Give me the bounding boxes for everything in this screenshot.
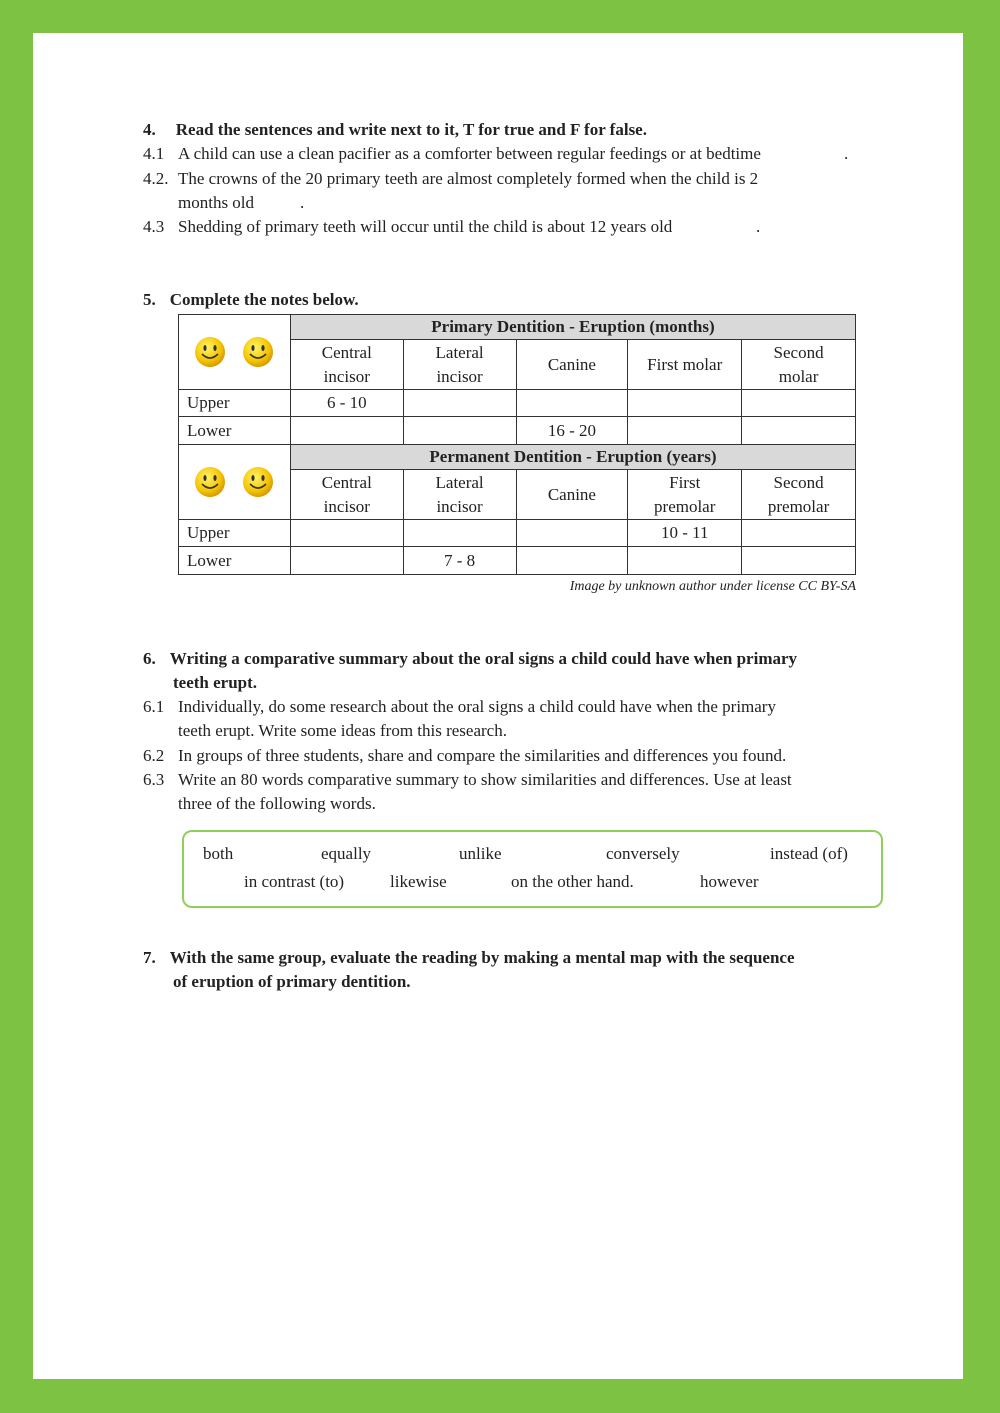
table-row <box>179 417 856 445</box>
word-bank-word: equally <box>321 844 372 863</box>
answer-cell[interactable] <box>403 417 516 445</box>
answer-cell[interactable] <box>516 547 628 575</box>
q6-item-1-text: Individually, do some research about the oral signs a child could have when the primary <box>178 697 776 716</box>
q6-heading <box>143 647 797 671</box>
primary-col-central-incisor: Central incisor <box>290 340 403 390</box>
q6-item-3-text: Write an 80 words comparative summary to show similarities and differences. Use at least <box>178 770 792 789</box>
smiley-icon <box>241 335 275 369</box>
q4-title: Read the sentences and write next to it, T for true and F for false. <box>175 120 647 139</box>
q6-item-2-text: In groups of three students, share and compare the similarities and differences you found. <box>178 746 787 765</box>
q4-number: 4. <box>143 120 156 139</box>
answer-cell[interactable] <box>290 520 403 547</box>
answer-cell[interactable] <box>628 390 742 417</box>
q6-number: 6. <box>143 649 156 668</box>
permanent-col-first-premolar: First premolar <box>628 470 742 520</box>
answer-cell[interactable] <box>290 417 403 445</box>
answer-cell[interactable] <box>742 547 856 575</box>
q6-title: Writing a comparative summary about the oral signs a child could have when primary <box>169 649 798 668</box>
q4-item-2-text: The crowns of the 20 primary teeth are almost completely formed when the child is 2 <box>178 169 759 188</box>
answer-cell[interactable] <box>742 390 856 417</box>
q4-item-2-answer-end: . <box>300 193 305 212</box>
permanent-col-canine: Canine <box>516 470 628 520</box>
word-bank-word: both <box>203 844 234 863</box>
answer-cell[interactable]: 7 - 8 <box>403 547 516 575</box>
primary-col-first-molar: First molar <box>628 340 742 390</box>
q4-item-2-number: 4.2. <box>143 169 169 188</box>
answer-cell[interactable] <box>742 417 856 445</box>
q6-item-1-text-cont: teeth erupt. Write some ideas from this research. <box>178 721 507 740</box>
primary-col-second-molar: Second molar <box>742 340 856 390</box>
answer-cell[interactable] <box>403 390 516 417</box>
image-credit: Image by unknown author under license CC BY-SA <box>569 579 856 594</box>
q7-title: With the same group, evaluate the reading by making a mental map with the sequence <box>169 948 795 967</box>
answer-cell[interactable] <box>403 520 516 547</box>
q6-item-2-number: 6.2 <box>143 746 165 765</box>
permanent-smiley-cell <box>179 445 291 520</box>
primary-col-canine: Canine <box>516 340 628 390</box>
word-bank-word: however <box>700 872 759 891</box>
primary-header: Primary Dentition - Eruption (months) <box>290 315 855 340</box>
q6-title-cont: teeth erupt. <box>173 673 258 692</box>
answer-cell[interactable]: 16 - 20 <box>516 417 628 445</box>
row-label: Upper <box>179 390 291 417</box>
q6-item-3-text-cont: three of the following words. <box>178 794 376 813</box>
row-label: Upper <box>179 520 291 547</box>
q5-heading <box>143 288 359 312</box>
answer-cell[interactable] <box>742 520 856 547</box>
table-row <box>179 520 856 547</box>
word-bank-word: in contrast (to) <box>244 872 345 891</box>
q4-item-1-answer-end: . <box>844 144 849 163</box>
primary-smiley-cell <box>179 315 291 390</box>
row-label: Lower <box>179 417 291 445</box>
word-bank-word: on the other hand. <box>511 872 634 891</box>
q7-number: 7. <box>143 948 156 967</box>
smiley-icon <box>193 465 227 499</box>
permanent-col-central-incisor: Central incisor <box>290 470 403 520</box>
permanent-col-second-premolar: Second premolar <box>742 470 856 520</box>
answer-cell[interactable] <box>628 417 742 445</box>
answer-cell[interactable] <box>290 547 403 575</box>
word-bank-word: likewise <box>390 872 447 891</box>
row-label: Lower <box>179 547 291 575</box>
primary-col-lateral-incisor: Lateral incisor <box>403 340 516 390</box>
q6-item-3-number: 6.3 <box>143 770 165 789</box>
q7-heading <box>143 946 795 970</box>
table-row <box>179 547 856 575</box>
answer-cell[interactable] <box>628 547 742 575</box>
word-bank-word: instead (of) <box>770 844 848 863</box>
q4-item-1-text: A child can use a clean pacifier as a comforter between regular feedings or at bedtime <box>178 144 761 163</box>
answer-cell[interactable] <box>516 390 628 417</box>
q5-number: 5. <box>143 290 156 309</box>
q4-heading <box>143 118 647 142</box>
smiley-icon <box>193 335 227 369</box>
word-bank-word: unlike <box>459 844 502 863</box>
answer-cell[interactable] <box>516 520 628 547</box>
permanent-header: Permanent Dentition - Eruption (years) <box>290 445 855 470</box>
word-bank-box <box>182 830 883 908</box>
q5-title: Complete the notes below. <box>169 290 359 309</box>
answer-cell[interactable]: 10 - 11 <box>628 520 742 547</box>
q4-item-3-text: Shedding of primary teeth will occur until the child is about 12 years old <box>178 217 673 236</box>
q4-item-3-answer-end: . <box>756 217 761 236</box>
q7-title-cont: of eruption of primary dentition. <box>173 972 411 991</box>
smiley-icon <box>241 465 275 499</box>
word-bank-word: conversely <box>606 844 680 863</box>
q6-item-1-number: 6.1 <box>143 697 165 716</box>
q4-item-3-number: 4.3 <box>143 217 165 236</box>
q4-item-2-text-cont: months old <box>178 193 255 212</box>
worksheet-page <box>33 33 963 1379</box>
dentition-table <box>178 314 856 575</box>
q4-item-1-number: 4.1 <box>143 144 165 163</box>
permanent-col-lateral-incisor: Lateral incisor <box>403 470 516 520</box>
table-row <box>179 390 856 417</box>
answer-cell[interactable]: 6 - 10 <box>290 390 403 417</box>
